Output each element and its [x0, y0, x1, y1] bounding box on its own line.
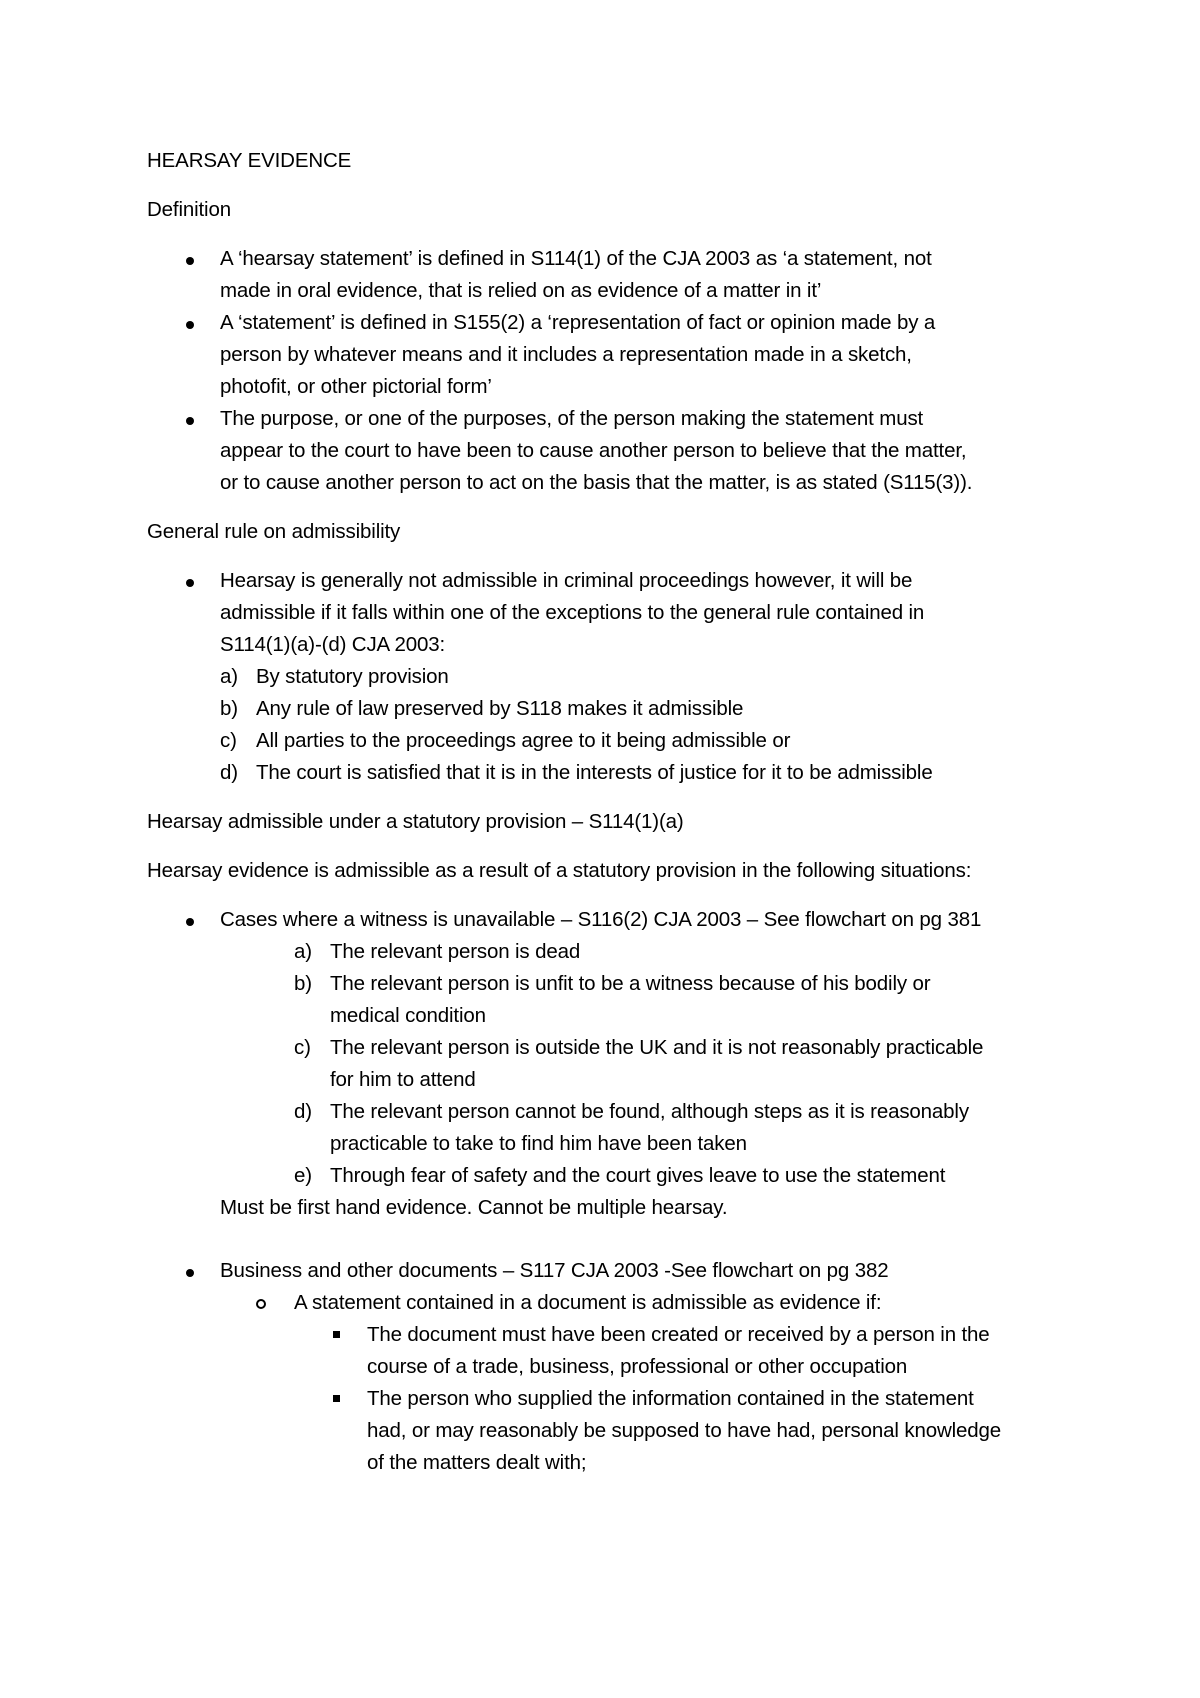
exception-text: The court is satisfied that it is in the interests of justice for it to be admissible — [256, 761, 933, 784]
reason-marker: d) — [294, 1100, 312, 1123]
reason-marker: e) — [294, 1164, 312, 1187]
general-rule-line-2: admissible if it falls within one of the exceptions to the general rule contained in — [220, 601, 925, 624]
bullet-icon — [186, 257, 194, 265]
reason-text: for him to attend — [330, 1068, 476, 1091]
definition-item-2-line-3: photofit, or other pictorial form’ — [220, 375, 492, 398]
page-title: HEARSAY EVIDENCE — [147, 149, 352, 172]
definition-item-1-line-2: made in oral evidence, that is relied on as evidence of a matter in it’ — [220, 279, 822, 302]
business-sub-item: A statement contained in a document is admissible as evidence if: — [294, 1291, 882, 1314]
exception-marker: a) — [220, 665, 238, 688]
bullet-icon — [186, 918, 194, 926]
business-condition-2-line-1: The person who supplied the information contained in the statement — [367, 1387, 974, 1410]
reason-marker: c) — [294, 1036, 311, 1059]
reason-marker: a) — [294, 940, 312, 963]
exception-marker: b) — [220, 697, 238, 720]
bullet-icon — [186, 1269, 194, 1277]
hollow-bullet-icon — [256, 1299, 266, 1309]
statutory-intro: Hearsay evidence is admissible as a result of a statutory provision in the following situations: — [147, 859, 972, 882]
reason-text: Through fear of safety and the court gives leave to use the statement — [330, 1164, 946, 1187]
square-bullet-icon — [333, 1395, 340, 1402]
section-heading-definition: Definition — [147, 198, 231, 221]
reason-text: medical condition — [330, 1004, 486, 1027]
exception-text: Any rule of law preserved by S118 makes it admissible — [256, 697, 744, 720]
definition-item-2-line-1: A ‘statement’ is defined in S155(2) a ‘representation of fact or opinion made by a — [220, 311, 936, 334]
definition-item-3-line-1: The purpose, or one of the purposes, of the person making the statement must — [220, 407, 924, 430]
bullet-icon — [186, 579, 194, 587]
bullet-icon — [186, 417, 194, 425]
business-condition-1-line-1: The document must have been created or received by a person in the — [367, 1323, 990, 1346]
reason-marker: b) — [294, 972, 312, 995]
exception-marker: d) — [220, 761, 238, 784]
reason-text: The relevant person is unfit to be a witness because of his bodily or — [330, 972, 931, 995]
exception-marker: c) — [220, 729, 237, 752]
first-hand-note: Must be first hand evidence. Cannot be multiple hearsay. — [220, 1196, 728, 1219]
bullet-icon — [186, 321, 194, 329]
unavailable-witness-heading: Cases where a witness is unavailable – S116(2) CJA 2003 – See flowchart on pg 381 — [220, 908, 982, 931]
reason-text: The relevant person is outside the UK and it is not reasonably practicable — [330, 1036, 984, 1059]
business-documents-heading: Business and other documents – S117 CJA 2003 -See flowchart on pg 382 — [220, 1259, 889, 1282]
exception-text: By statutory provision — [256, 665, 449, 688]
reason-text: The relevant person is dead — [330, 940, 581, 963]
section-heading-general-rule: General rule on admissibility — [147, 520, 401, 543]
section-heading-statutory: Hearsay admissible under a statutory provision – S114(1)(a) — [147, 810, 684, 833]
definition-item-3-line-2: appear to the court to have been to cause another person to believe that the matter, — [220, 439, 967, 462]
reason-text: practicable to take to find him have been taken — [330, 1132, 747, 1155]
general-rule-line-1: Hearsay is generally not admissible in criminal proceedings however, it will be — [220, 569, 913, 592]
definition-item-2-line-2: person by whatever means and it includes a representation made in a sketch, — [220, 343, 912, 366]
reason-text: The relevant person cannot be found, although steps as it is reasonably — [330, 1100, 969, 1123]
business-condition-2-line-3: of the matters dealt with; — [367, 1451, 587, 1474]
business-condition-2-line-2: had, or may reasonably be supposed to have had, personal knowledge — [367, 1419, 1002, 1442]
definition-item-1-line-1: A ‘hearsay statement’ is defined in S114(1) of the CJA 2003 as ‘a statement, not — [220, 247, 932, 270]
business-condition-1-line-2: course of a trade, business, professional or other occupation — [367, 1355, 908, 1378]
definition-item-3-line-3: or to cause another person to act on the basis that the matter, is as stated (S115(3)). — [220, 471, 973, 494]
general-rule-line-3: S114(1)(a)-(d) CJA 2003: — [220, 633, 446, 656]
exception-text: All parties to the proceedings agree to it being admissible or — [256, 729, 791, 752]
square-bullet-icon — [333, 1331, 340, 1338]
